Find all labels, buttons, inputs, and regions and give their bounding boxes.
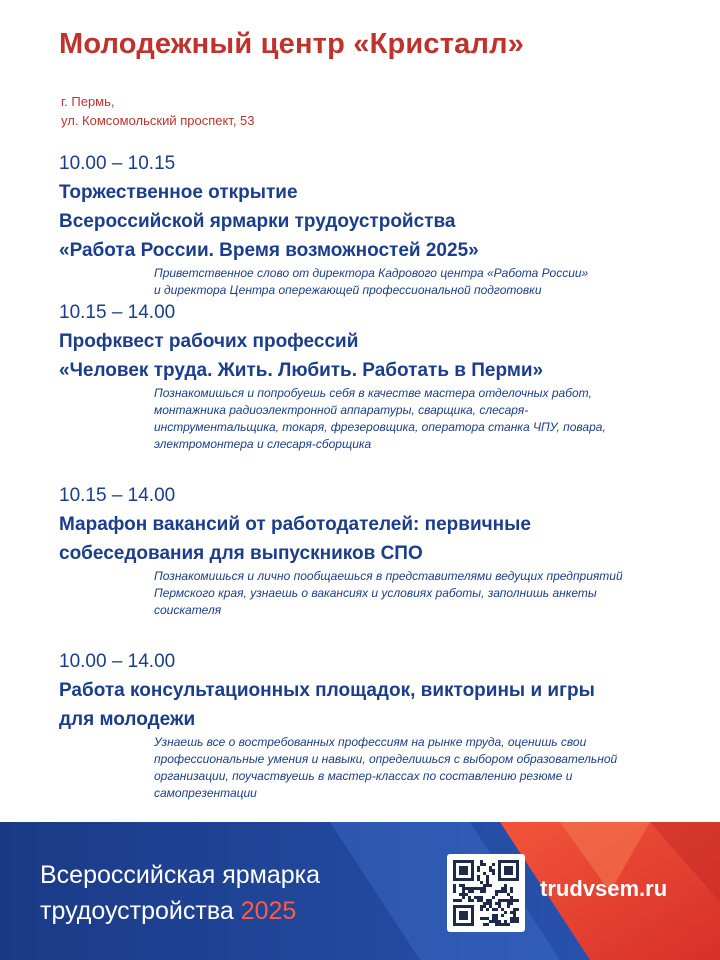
event-description-line: самопрезентации [154,786,257,800]
event-title-line: «Работа России. Время возможностей 2025» [59,240,479,261]
footer-line-2-text: трудоустройства [40,897,234,925]
footer-line-2 [40,893,320,929]
event-title-line: собеседования для выпускников СПО [59,543,423,564]
qr-code-graphic [453,860,519,926]
event-title-line: Профквест рабочих профессий [59,331,359,352]
event-description-line: монтажника радиоэлектронной аппаратуры, сварщика, слесаря- [154,403,529,417]
event-description-line: организации, поучаствуешь в мастер-классах по составлению резюме и [154,769,573,783]
event-title-line: Торжественное открытие [59,182,298,203]
event-description-line: Приветственное слово от директора Кадрового центра «Работа России» [154,266,589,280]
event-time: 10.15 – 14.00 [59,302,176,323]
event-description-line: Пермского края, узнаешь о вакансиях и условиях работы, заполнишь анкеты [154,586,597,600]
event-title-line: Марафон вакансий от работодателей: первичные [59,514,531,535]
qr-code-icon[interactable] [447,854,525,932]
event-block [59,299,699,453]
event-title-line: «Человек труда. Жить. Любить. Работать в Перми» [59,360,544,381]
footer-line-1: Всероссийская ярмарка [40,861,321,889]
event-description-line: электромонтера и слесаря-сборщика [154,437,372,451]
event-description-line: инструментальщика, токаря, фрезеровщика, оператора станка ЧПУ, повара, [154,420,606,434]
event-time: 10.00 – 10.15 [59,153,176,174]
address-city: г. Пермь, [61,94,115,109]
event-description-line: Познакомишься и попробуешь себя в качестве мастера отделочных работ, [154,386,592,400]
event-description-line: профессиональные умения и навыки, определишься с выбором образовательной [154,752,618,766]
event-description-line: Узнаешь все о востребованных профессиям на рынке труда, оценишь свои [154,735,587,749]
event-block [59,150,699,299]
event-title-line: Работа консультационных площадок, викторины и игры [59,680,595,701]
event-title-line: для молодежи [59,709,196,730]
footer-fair-title [40,857,320,929]
footer-year: 2025 [240,897,297,925]
event-time: 10.15 – 14.00 [59,485,176,506]
site-link[interactable]: trudvsem.ru [540,876,668,901]
event-block [59,482,699,619]
event-description-line: Познакомишься и лично пообщаешься в представителями ведущих предприятий [154,569,623,583]
event-time: 10.00 – 14.00 [59,651,176,672]
event-block [59,648,699,802]
event-description-line: и директора Центра опережающей профессиональной подготовки [154,283,542,297]
event-description-line: соискателя [154,603,222,617]
page-title: Молодежный центр «Кристалл» [59,28,525,60]
address [61,92,255,130]
footer-banner [0,822,720,960]
address-street: ул. Комсомольский проспект, 53 [61,113,255,128]
event-title-line: Всероссийской ярмарки трудоустройства [59,211,456,232]
